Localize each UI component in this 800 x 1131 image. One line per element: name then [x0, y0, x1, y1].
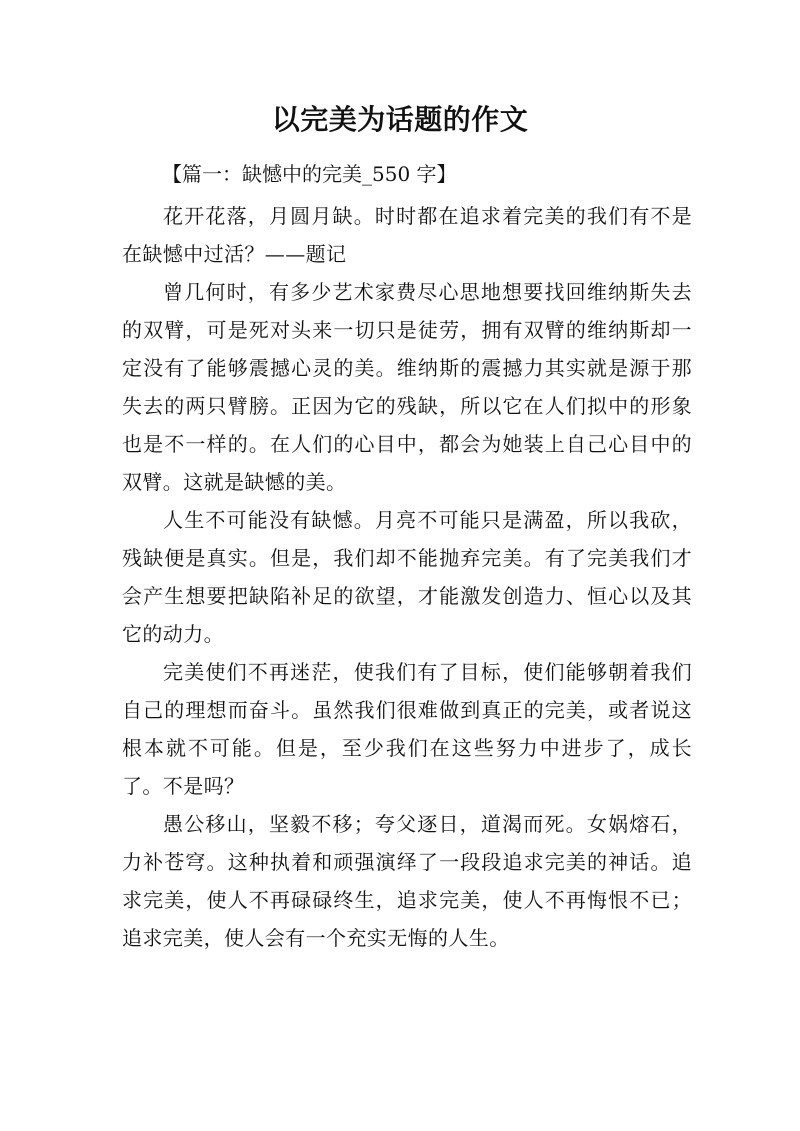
document-title: 以完美为话题的作文 [271, 103, 529, 136]
paragraph-epigraph: 花开花落，月圆月缺。时时都在追求着完美的我们有不是在缺憾中过活？——题记 [122, 204, 692, 266]
paragraph-goal: 完美使们不再迷茫，使我们有了目标，使们能够朝着我们自己的理想而奋斗。虽然我们很难做到真正的完美，或者说这根本就不可能。但是，至少我们在这些努力中进步了，成长了。不是吗？ [122, 660, 692, 798]
body-text [122, 197, 692, 957]
paragraph-life-imperfection: 人生不可能没有缺憾。月亮不可能只是满盈，所以我砍，残缺便是真实。但是，我们却不能抛弃完美。有了完美我们才会产生想要把缺陷补足的欲望，才能激发创造力、恒心以及其它的动力。 [122, 508, 692, 646]
paragraph-legends: 愚公移山，坚毅不移；夸父逐日，道渴而死。女娲熔石，力补苍穹。这种执着和顽强演绎了一段段追求完美的神话。追求完美，使人不再碌碌终生，追求完美，使人不再悔恨不已；追求完美，使人会有一个充实无悔的人生。 [122, 812, 692, 950]
paragraph-venus: 曾几何时，有多少艺术家费尽心思地想要找回维纳斯失去的双臂，可是死对头来一切只是徒劳，拥有双臂的维纳斯却一定没有了能够震撼心灵的美。维纳斯的震撼力其实就是源于那失去的两只臂膀。正因为它的残缺，所以它在人们拟中的形象也是不一样的。在人们的心目中，都会为她装上自己心目中的双臂。这就是缺憾的美。 [122, 280, 692, 494]
section-heading: 【篇一：缺憾中的完美_550 字】 [162, 162, 457, 186]
